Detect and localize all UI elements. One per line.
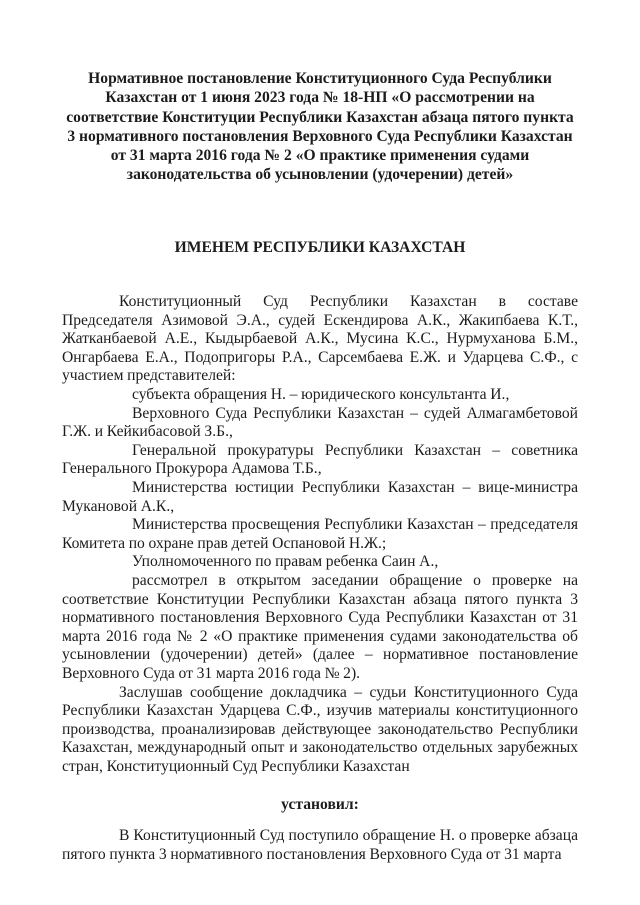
document-heading: ИМЕНЕМ РЕСПУБЛИКИ КАЗАХСТАН bbox=[174, 238, 466, 256]
paragraph-representative-subject: субъекта обращения Н. – юридического консультанта И., bbox=[132, 386, 510, 404]
document-title: Нормативное постановление Конституционного Суда Республики Казахстан от 1 июня 2023 года № 18-НП «О рассмотрении на соответствие Конституции Республики Казахстан абзаца пятого пункта 3 нормативного постановления Верховного Суда Республики Казахстан от 31 марта 2016 года № 2 «О практике применения судами законодательства об усыновлении (удочерении) детей» bbox=[66, 70, 574, 184]
paragraph-case-review: рассмотрел в открытом заседании обращение о проверке на соответствие Конституции Республики Казахстан абзаца пятого пункта 3 нормативного постановления Верховного Суда Республики Казахстан от 31 марта 2016 года № 2 «О практике применения судами законодательства об усыновлении (удочерении) детей» (далее – нормативное постановление Верховного Суда от 31 марта 2016 года № 2). bbox=[62, 571, 578, 682]
paragraph-representative-education-ministry: Министерства просвещения Республики Казахстан – председателя Комитета по охране прав детей Оспановой Н.Ж.; bbox=[62, 516, 578, 552]
paragraph-having-heard: Заслушав сообщение докладчика – судьи Конституционного Суда Республики Казахстан Ударцева С.Ф., изучив материалы конституционного производства, проанализировав действующее законодательство Республики Казахстан, международный опыт и законодательство отдельных зарубежных стран, Конституционный Суд Республики Казахстан bbox=[62, 683, 578, 775]
paragraph-representative-justice-ministry: Министерства юстиции Республики Казахстан – вице-министра Мукановой А.К., bbox=[62, 479, 578, 515]
paragraph-representative-supreme-court: Верховного Суда Республики Казахстан – судей Алмагамбетовой Г.Ж. и Кейкибасовой З.Б., bbox=[62, 404, 578, 441]
paragraph-court-composition: Конституционный Суд Республики Казахстан в составе Председателя Азимовой Э.А., судей Ескендирова А.К., Жакипбаева К.Т., Жатканбаевой А.Е., Кыдырбаевой А.К., Мусина К.С., Нурмуханова Б.М., Онгарбаева Е.А., Подопригоры Р.А., Сарсембаева Е.Ж. и Ударцева С.Ф., с участием представителей: bbox=[62, 293, 578, 385]
paragraph-appeal-received: В Конституционный Суд поступило обращение Н. о проверке абзаца пятого пункта 3 нормативного постановления Верховного Суда от 31 марта bbox=[62, 827, 578, 863]
paragraph-representative-ombudsman: Уполномоченного по правам ребенка Саин А., bbox=[132, 553, 439, 571]
resolution-word: установил: bbox=[281, 795, 359, 813]
paragraph-representative-prosecutor: Генеральной прокуратуры Республики Казахстан – советника Генерального Прокурора Адамова Т.Б., bbox=[62, 441, 578, 478]
